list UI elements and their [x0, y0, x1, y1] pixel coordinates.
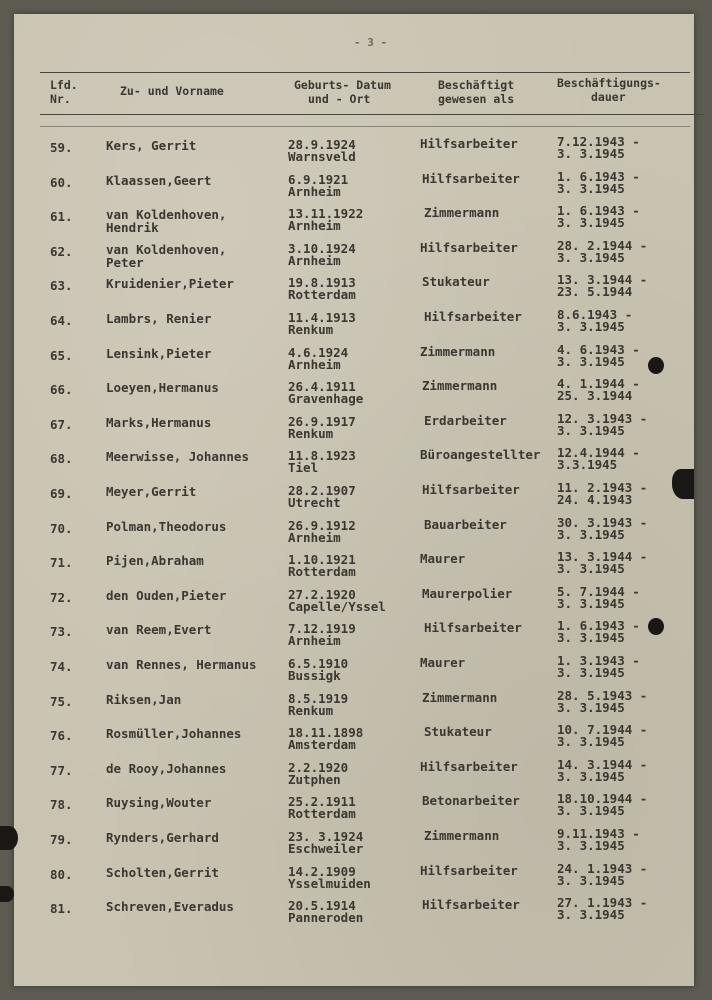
- row-number: 69.: [50, 486, 73, 501]
- row-occupation: Maurer: [420, 551, 466, 567]
- row-occupation: Hilfsarbeiter: [422, 897, 520, 913]
- row-occupation: Hilfsarbeiter: [422, 482, 520, 497]
- row-name: den Ouden,Pieter: [106, 587, 227, 603]
- row-number: 74.: [50, 659, 73, 674]
- row-name: Loeyen,Hermanus: [106, 380, 219, 396]
- page-number: - 3 -: [354, 36, 388, 49]
- row-name: van Koldenhoven,: [106, 241, 227, 257]
- row-birth-date: 8.5.1919: [288, 690, 349, 706]
- row-occupation: Zimmermann: [422, 689, 498, 705]
- row-number: 80.: [50, 866, 73, 882]
- row-birth-place: Rotterdam: [288, 564, 356, 580]
- row-birth-date: 23. 3.1924: [288, 829, 364, 844]
- row-birth-date: 14.2.1909: [288, 863, 356, 879]
- row-birth-place: Utrecht: [288, 495, 341, 510]
- row-name: Kruidenier,Pieter: [106, 276, 234, 292]
- row-duration-from: 28. 5.1943 -: [557, 687, 648, 703]
- header-lfd-nr: Lfd. Nr.: [50, 78, 78, 106]
- row-name: Polman,Theodorus: [106, 518, 227, 534]
- row-duration-to: 3. 3.1945: [557, 319, 625, 334]
- row-birth-date: 1.10.1921: [288, 552, 356, 568]
- row-number: 67.: [50, 416, 73, 432]
- row-duration-to: 3. 3.1945: [557, 734, 625, 750]
- row-birth-place: Renkum: [288, 425, 334, 441]
- row-birth-place: Arnheim: [288, 633, 341, 649]
- row-duration-to: 3.3.1945: [557, 457, 618, 473]
- row-occupation: Stukateur: [422, 274, 490, 290]
- row-duration-from: 1. 6.1943 -: [557, 618, 640, 634]
- row-duration-from: 5. 7.1944 -: [557, 583, 640, 599]
- header-top-rule: [40, 72, 690, 73]
- row-number: 81.: [50, 901, 73, 917]
- row-name-second-line: Peter: [106, 254, 144, 270]
- row-occupation: Hilfsarbeiter: [420, 758, 518, 774]
- paper-tear: [0, 886, 14, 902]
- row-duration-from: 13. 3.1944 -: [557, 272, 648, 288]
- row-birth-date: 28.2.1907: [288, 483, 356, 498]
- row-occupation: Hilfsarbeiter: [422, 170, 520, 186]
- row-duration-to: 3. 3.1945: [557, 422, 625, 438]
- row-birth-date: 19.8.1913: [288, 275, 356, 291]
- paper-tear: [0, 826, 18, 850]
- row-name: Pijen,Abraham: [106, 553, 204, 569]
- row-duration-from: 11. 2.1943 -: [557, 480, 648, 495]
- row-birth-date: 20.5.1914: [288, 898, 356, 914]
- row-name: Rynders,Gerhard: [106, 830, 219, 845]
- row-name: Scholten,Gerrit: [106, 864, 219, 880]
- row-name: Schreven,Everadus: [106, 899, 234, 915]
- row-occupation: Zimmermann: [424, 205, 500, 221]
- row-number: 63.: [50, 278, 73, 294]
- row-birth-place: Arnheim: [288, 183, 341, 199]
- row-duration-to: 3. 3.1945: [557, 872, 625, 888]
- header-second-rule: [40, 126, 690, 127]
- row-number: 70.: [50, 520, 73, 536]
- row-occupation: Hilfsarbeiter: [424, 620, 522, 636]
- row-duration-to: 3. 3.1945: [557, 595, 625, 611]
- row-number: 62.: [50, 243, 73, 259]
- row-occupation: Bauarbeiter: [424, 516, 507, 532]
- row-name-second-line: Hendrik: [106, 220, 159, 236]
- row-number: 78.: [50, 797, 73, 813]
- row-duration-from: 28. 2.1944 -: [557, 237, 648, 253]
- row-birth-date: 11.4.1913: [288, 310, 356, 325]
- row-birth-place: Capelle/Yssel: [288, 598, 386, 614]
- row-name: Rosmüller,Johannes: [106, 726, 242, 742]
- row-name: van Rennes, Hermanus: [106, 657, 257, 672]
- row-number: 73.: [50, 624, 73, 640]
- row-duration-to: 24. 4.1943: [557, 492, 633, 507]
- row-birth-date: 26.9.1912: [288, 517, 356, 533]
- header-occupation: Beschäftigt gewesen als: [438, 78, 515, 106]
- row-name: Meyer,Gerrit: [106, 484, 197, 499]
- row-birth-place: Arnheim: [288, 356, 341, 372]
- row-number: 60.: [50, 174, 73, 190]
- row-name: Lensink,Pieter: [106, 345, 212, 361]
- row-birth-date: 4.6.1924: [288, 344, 349, 360]
- row-occupation: Zimmermann: [422, 378, 498, 394]
- row-birth-place: Ysselmuiden: [288, 875, 371, 891]
- document-page: [14, 14, 694, 986]
- row-occupation: Hilfsarbeiter: [420, 136, 518, 151]
- row-duration-to: 3. 3.1945: [557, 803, 625, 819]
- row-birth-place: Rotterdam: [288, 287, 356, 303]
- row-duration-to: 3. 3.1945: [557, 353, 625, 369]
- row-name: Kers, Gerrit: [106, 138, 197, 153]
- row-occupation: Büroangestellter: [420, 447, 541, 463]
- row-birth-place: Eschweiler: [288, 841, 364, 856]
- row-birth-place: Tiel: [288, 460, 319, 476]
- row-birth-place: Renkum: [288, 322, 334, 337]
- row-occupation: Zimmermann: [420, 343, 496, 359]
- row-duration-from: 1. 6.1943 -: [557, 203, 640, 219]
- row-duration-from: 12. 3.1943 -: [557, 410, 648, 426]
- row-name: Lambrs, Renier: [106, 311, 212, 326]
- row-birth-place: Zutphen: [288, 771, 341, 787]
- row-duration-from: 18.10.1944 -: [557, 791, 648, 807]
- ink-blot: [648, 618, 664, 635]
- row-duration-from: 14. 3.1944 -: [557, 756, 648, 772]
- row-occupation: Stukateur: [424, 724, 492, 740]
- row-occupation: Zimmermann: [424, 828, 500, 843]
- row-duration-to: 3. 3.1945: [557, 561, 625, 577]
- row-birth-place: Arnheim: [288, 218, 341, 234]
- row-duration-from: 4. 6.1943 -: [557, 341, 640, 357]
- row-birth-place: Panneroden: [288, 910, 364, 926]
- row-birth-date: 27.2.1920: [288, 586, 356, 602]
- row-duration-from: 1. 3.1943 -: [557, 653, 640, 668]
- row-duration-to: 3. 3.1945: [557, 249, 625, 265]
- row-name: Marks,Hermanus: [106, 414, 212, 430]
- row-duration-from: 27. 1.1943 -: [557, 895, 648, 911]
- row-birth-date: 25.2.1911: [288, 794, 356, 810]
- row-birth-date: 11.8.1923: [288, 448, 356, 464]
- row-duration-from: 12.4.1944 -: [557, 445, 640, 461]
- row-number: 71.: [50, 555, 73, 571]
- row-birth-place: Bussigk: [288, 668, 341, 683]
- row-duration-to: 3. 3.1945: [557, 699, 625, 715]
- row-duration-from: 9.11.1943 -: [557, 826, 640, 841]
- row-number: 76.: [50, 728, 73, 744]
- row-birth-date: 26.9.1917: [288, 413, 356, 429]
- header-name: Zu- und Vorname: [120, 84, 224, 98]
- row-duration-to: 3. 3.1945: [557, 526, 625, 542]
- row-duration-to: 3. 3.1945: [557, 215, 625, 231]
- row-duration-to: 23. 5.1944: [557, 284, 633, 300]
- row-duration-to: 3. 3.1945: [557, 665, 625, 680]
- row-occupation: Hilfsarbeiter: [424, 309, 522, 324]
- row-birth-date: 28.9.1924: [288, 137, 356, 152]
- row-birth-place: Renkum: [288, 702, 334, 718]
- row-name: van Reem,Evert: [106, 622, 212, 638]
- row-duration-to: 3. 3.1945: [557, 838, 625, 853]
- row-duration-to: 3. 3.1945: [557, 768, 625, 784]
- row-duration-to: 3. 3.1945: [557, 180, 625, 196]
- row-number: 77.: [50, 762, 73, 778]
- row-duration-to: 3. 3.1945: [557, 907, 625, 923]
- row-birth-date: 6.9.1921: [288, 171, 349, 187]
- ink-blot: [648, 357, 664, 374]
- row-birth-place: Amsterdam: [288, 737, 356, 753]
- row-number: 72.: [50, 589, 73, 605]
- row-number: 66.: [50, 382, 73, 398]
- row-duration-from: 13. 3.1944 -: [557, 549, 648, 565]
- row-name: van Koldenhoven,: [106, 207, 227, 223]
- row-duration-to: 25. 3.1944: [557, 388, 633, 404]
- row-occupation: Erdarbeiter: [424, 412, 507, 428]
- row-birth-place: Arnheim: [288, 529, 341, 545]
- row-duration-from: 24. 1.1943 -: [557, 860, 648, 876]
- row-number: 64.: [50, 313, 73, 328]
- row-occupation: Betonarbeiter: [422, 793, 520, 809]
- row-birth-place: Arnheim: [288, 252, 341, 268]
- row-birth-date: 7.12.1919: [288, 621, 356, 637]
- row-birth-date: 26.4.1911: [288, 379, 356, 395]
- row-duration-to: 3. 3.1945: [557, 630, 625, 646]
- row-birth-date: 13.11.1922: [288, 206, 364, 222]
- row-name: Riksen,Jan: [106, 691, 182, 707]
- row-duration-from: 30. 3.1943 -: [557, 514, 648, 530]
- row-duration-to: 3. 3.1945: [557, 146, 625, 161]
- header-duration: Beschäftigungs- dauer: [557, 76, 661, 104]
- row-number: 59.: [50, 140, 73, 155]
- header-birth: Geburts- Datum und - Ort: [294, 78, 391, 106]
- row-number: 75.: [50, 693, 73, 709]
- row-number: 61.: [50, 209, 73, 225]
- row-occupation: Hilfsarbeiter: [420, 239, 518, 255]
- row-duration-from: 8.6.1943 -: [557, 307, 633, 322]
- row-birth-place: Rotterdam: [288, 806, 356, 822]
- row-birth-date: 2.2.1920: [288, 759, 349, 775]
- row-occupation: Maurer: [420, 655, 466, 670]
- paper-tear: [672, 469, 694, 499]
- row-birth-date: 3.10.1924: [288, 240, 356, 256]
- row-number: 65.: [50, 347, 73, 363]
- row-occupation: Maurerpolier: [422, 585, 513, 601]
- row-number: 68.: [50, 451, 73, 467]
- row-name: Klaassen,Geert: [106, 172, 212, 188]
- row-birth-place: Warnsveld: [288, 149, 356, 164]
- row-birth-date: 6.5.1910: [288, 656, 349, 671]
- row-duration-from: 7.12.1943 -: [557, 134, 640, 149]
- row-name: Meerwisse, Johannes: [106, 449, 249, 465]
- row-birth-place: Gravenhage: [288, 391, 364, 407]
- header-bottom-rule: [40, 114, 704, 115]
- row-number: 79.: [50, 832, 73, 847]
- row-duration-from: 4. 1.1944 -: [557, 376, 640, 392]
- row-birth-date: 18.11.1898: [288, 725, 364, 741]
- row-name: Ruysing,Wouter: [106, 795, 212, 811]
- row-name: de Rooy,Johannes: [106, 760, 227, 776]
- row-occupation: Hilfsarbeiter: [420, 862, 518, 878]
- row-duration-from: 10. 7.1944 -: [557, 722, 648, 738]
- row-duration-from: 1. 6.1943 -: [557, 168, 640, 184]
